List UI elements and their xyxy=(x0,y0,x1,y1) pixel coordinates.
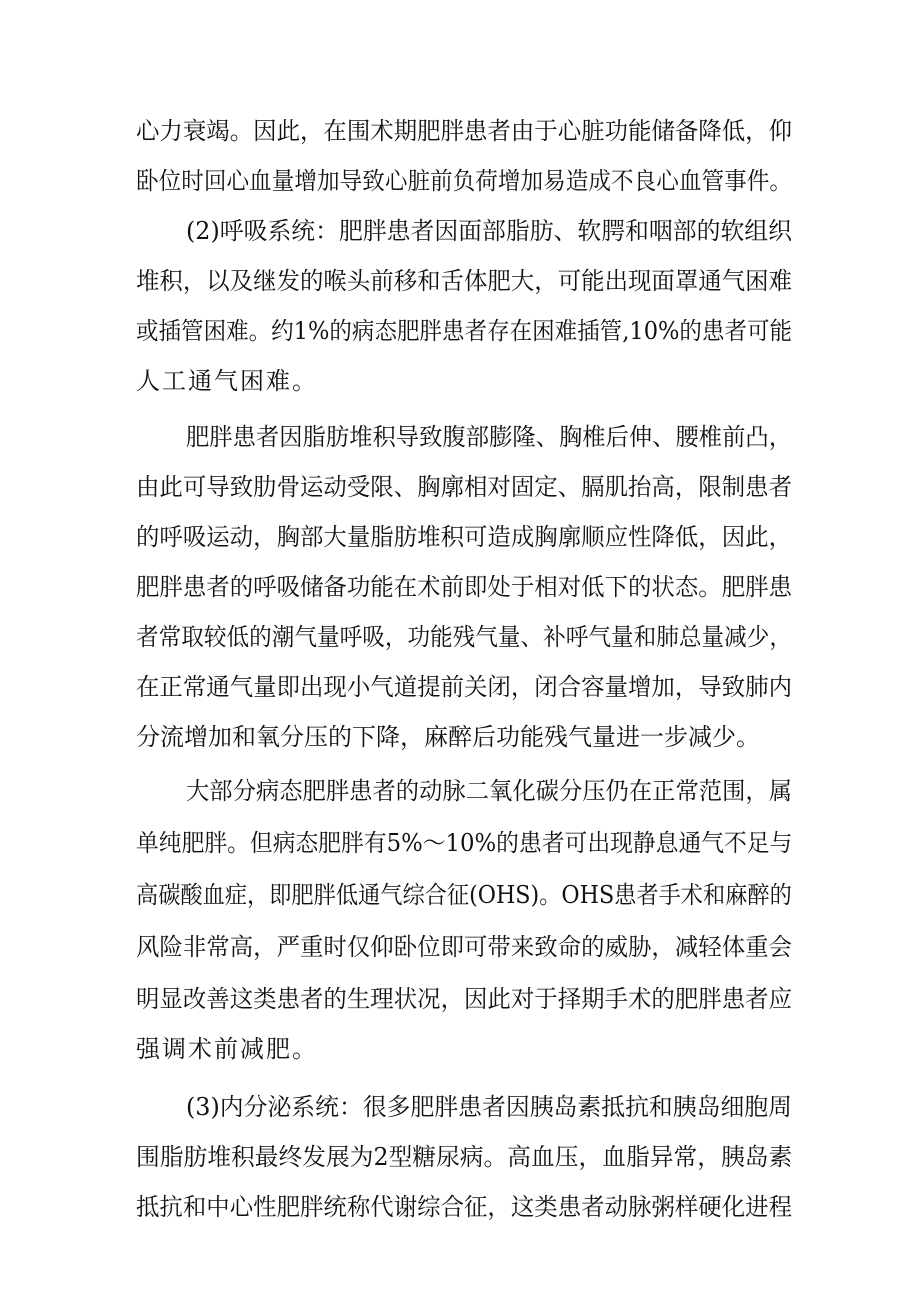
text-line: 人工通气困难。 xyxy=(136,367,318,395)
text-line: 在正常通气量即出现小气道提前关闭，闭合容量增加，导致肺内 xyxy=(136,673,793,701)
text-line: 大部分病态肥胖患者的动脉二氧化碳分压仍在正常范围，属 xyxy=(186,777,793,805)
text-line: 高碳酸血症，即肥胖低通气综合征(OHS)。OHS患者手术和麻醉的 xyxy=(136,881,792,909)
text-line: 卧位时回心血量增加导致心脏前负荷增加易造成不良心血管事件。 xyxy=(136,167,792,195)
text-line: 的呼吸运动，胸部大量脂肪堆积可造成胸廓顺应性降低，因此， xyxy=(136,523,793,551)
text-line: 分流增加和氧分压的下降，麻醉后功能残气量进一步减少。 xyxy=(136,723,760,751)
text-line: 心力衰竭。因此，在围术期肥胖患者由于心脏功能储备降低，仰 xyxy=(136,117,793,145)
text-line: 肥胖患者的呼吸储备功能在术前即处于相对低下的状态。肥胖患 xyxy=(136,573,793,601)
text-line: 者常取较低的潮气量呼吸，功能残气量、补呼气量和肺总量减少， xyxy=(136,623,792,651)
text-line: 或插管困难。约1%的病态肥胖患者存在困难插管,10%的患者可能 xyxy=(136,317,793,345)
text-line: 明显改善这类患者的生理状况，因此对于择期手术的肥胖患者应 xyxy=(136,985,793,1013)
text-line: (3)内分泌系统：很多肥胖患者因胰岛素抵抗和胰岛细胞周 xyxy=(186,1093,792,1121)
text-line: 单纯肥胖。但病态肥胖有5%～10%的患者可出现静息通气不足与 xyxy=(136,829,793,857)
text-line: 由此可导致肋骨运动受限、胸廓相对固定、膈肌抬高，限制患者 xyxy=(136,473,793,501)
text-line: 风险非常高，严重时仅仰卧位即可带来致命的威胁，减轻体重会 xyxy=(136,933,793,961)
text-line: 堆积，以及继发的喉头前移和舌体肥大，可能出现面罩通气困难 xyxy=(136,267,793,295)
text-line: 强调术前减肥。 xyxy=(136,1035,318,1063)
text-line: (2)呼吸系统：肥胖患者因面部脂肪、软腭和咽部的软组织 xyxy=(186,217,792,245)
text-line: 肥胖患者因脂肪堆积导致腹部膨隆、胸椎后伸、腰椎前凸， xyxy=(186,423,793,451)
text-line: 抵抗和中心性肥胖统称代谢综合征，这类患者动脉粥样硬化进程 xyxy=(136,1193,793,1221)
text-line: 围脂肪堆积最终发展为2型糖尿病。高血压，血脂异常，胰岛素 xyxy=(136,1143,793,1171)
